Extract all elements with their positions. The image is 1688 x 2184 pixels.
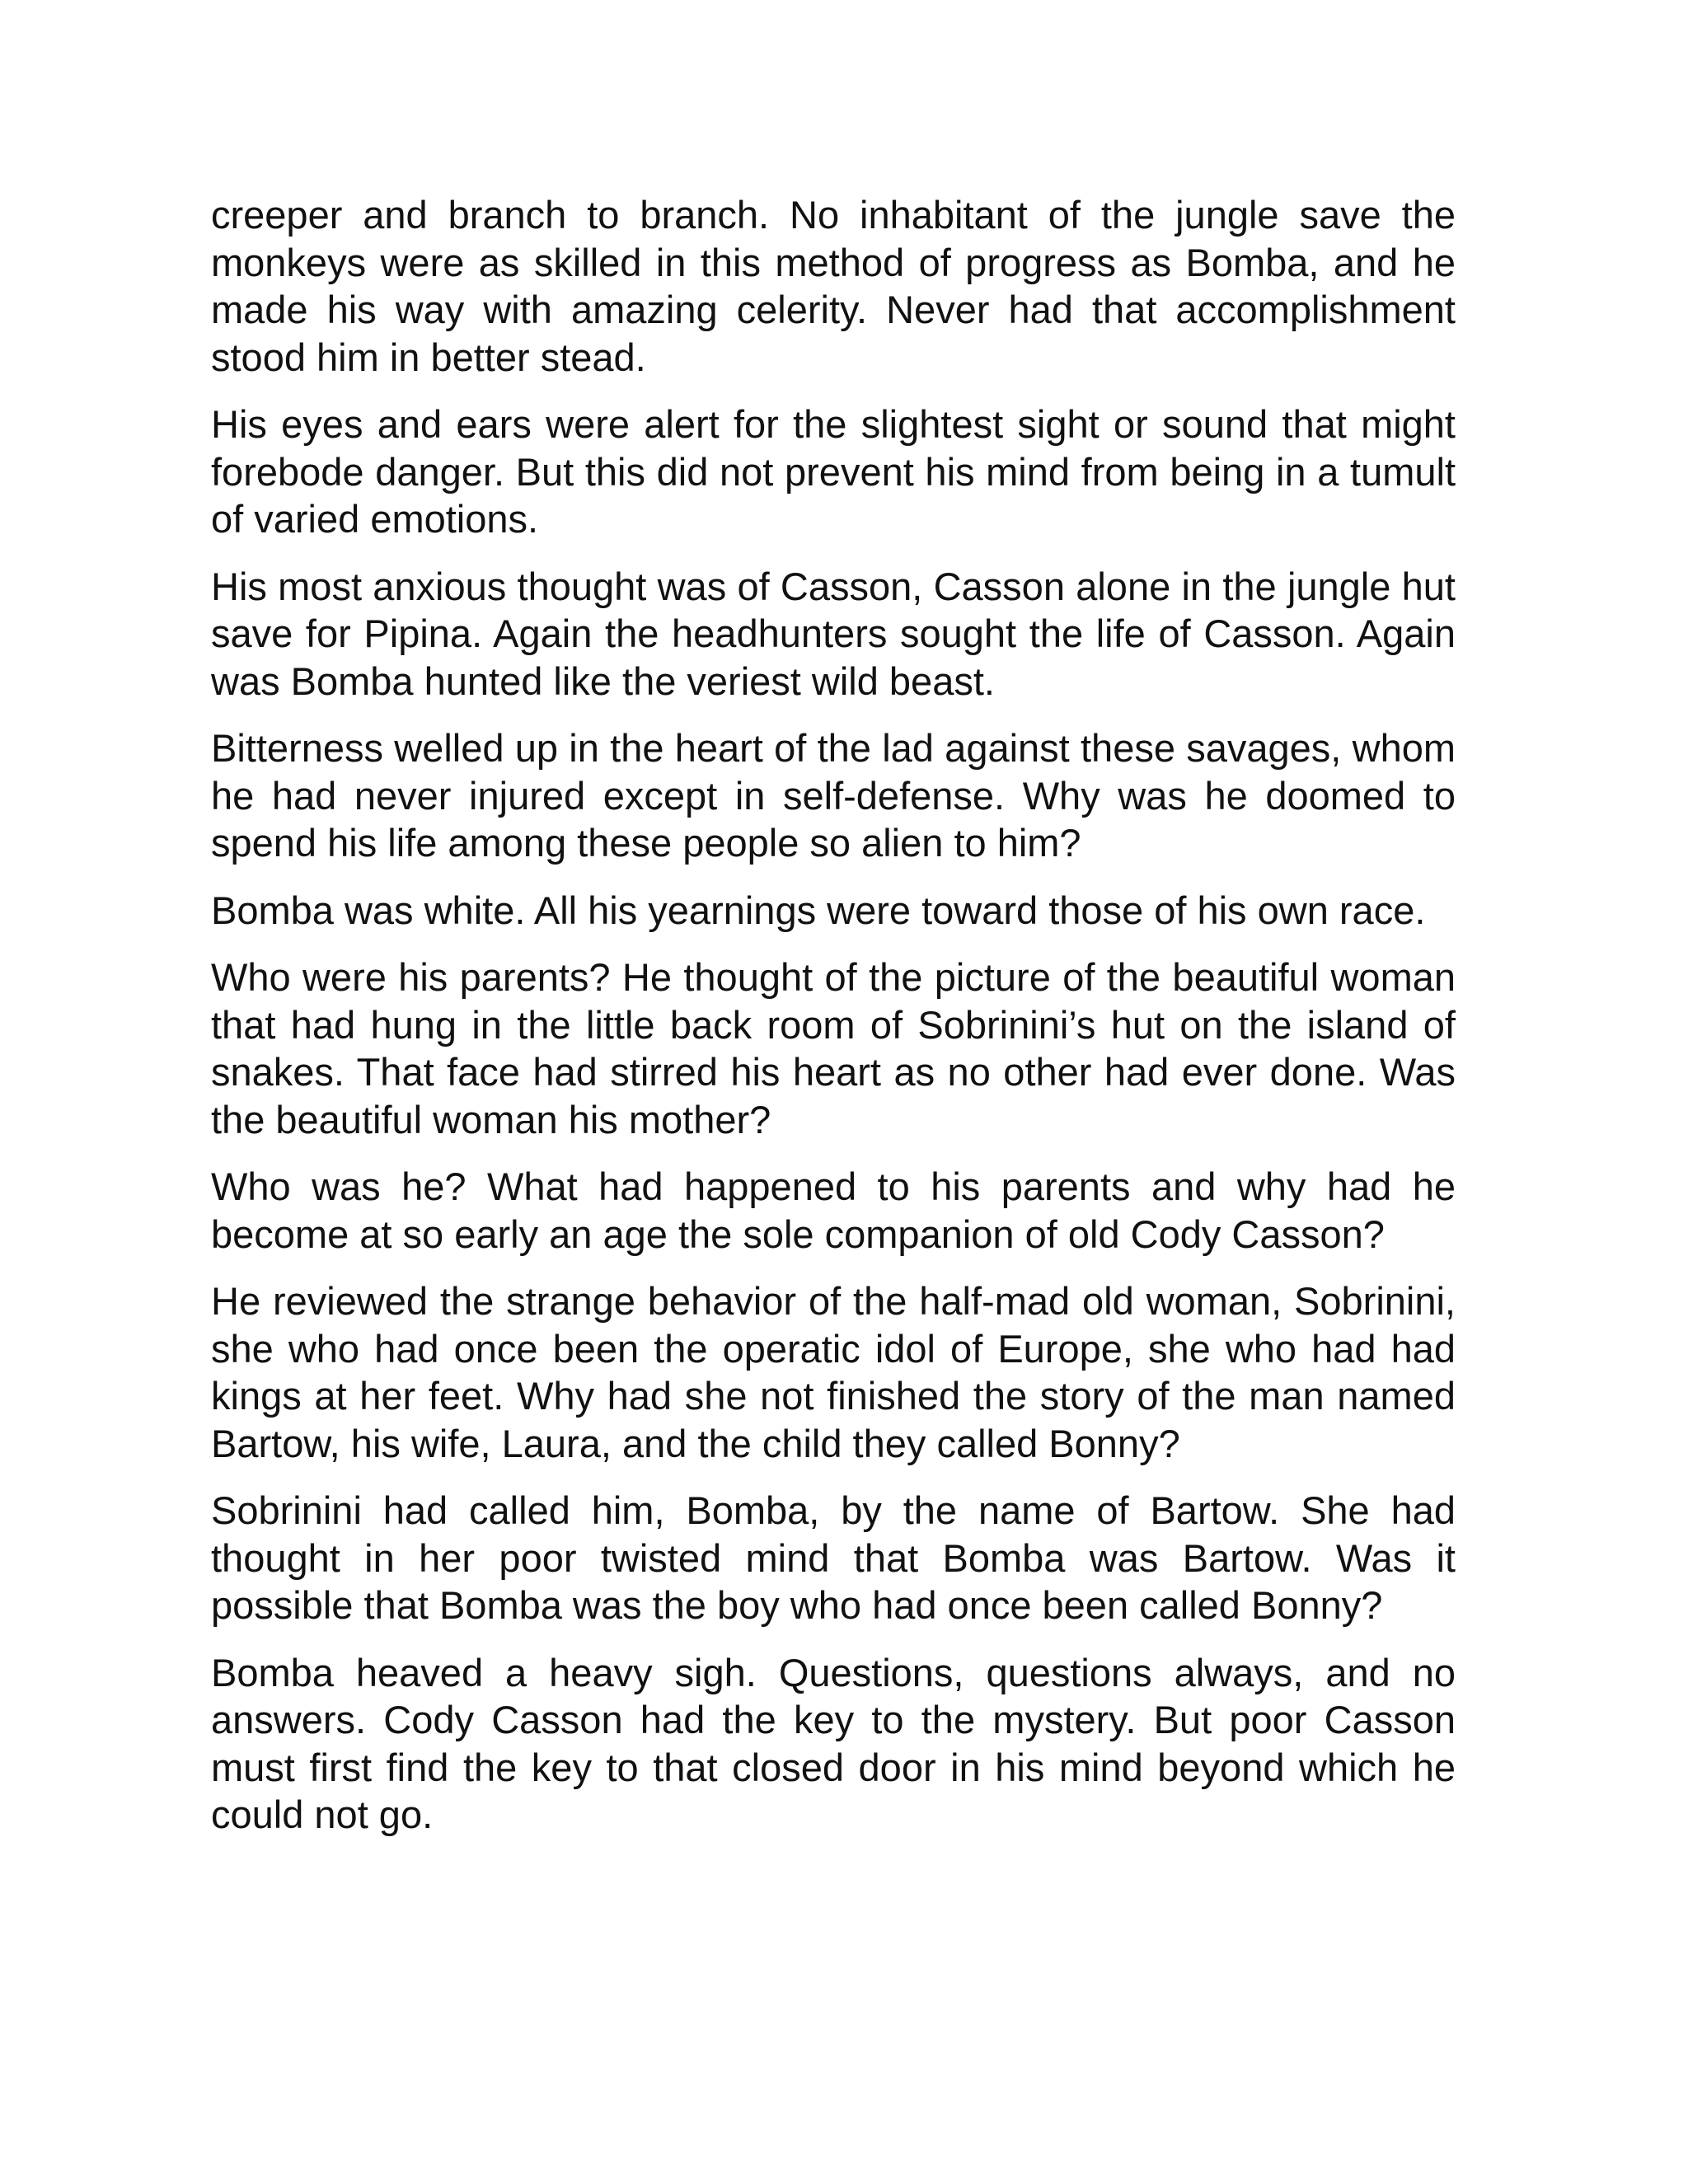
paragraph-5: Bomba was white. All his yearnings were toward those of his own race. xyxy=(211,888,1426,932)
paragraph-10: Bomba heaved a heavy sigh. Questions, questions always, and no answers. Cody Casson had the key to the mystery. But poor Casson must first find the key to that closed door in his mind beyond which he could not go. xyxy=(211,1650,1456,1836)
paragraph-9: Sobrinini had called him, Bomba, by the name of Bartow. She had thought in her poor twisted mind that Bomba was Bartow. Was it possible that Bomba was the boy who had once been called Bonny? xyxy=(211,1488,1456,1627)
paragraph-7: Who was he? What had happened to his parents and why had he become at so early an age the sole companion of old Cody Casson? xyxy=(211,1165,1456,1256)
paragraph-4: Bitterness welled up in the heart of the lad against these savages, whom he had never injured except in self-defense. Why was he doomed to spend his life among these people so alien to him? xyxy=(211,726,1456,865)
paragraph-6: Who were his parents? He thought of the picture of the beautiful woman that had hung in the little back room of Sobrinini’s hut on the island of snakes. That face had stirred his heart as no other had ever done. Was the beautiful woman his mother? xyxy=(211,955,1456,1141)
paragraph-2: His eyes and ears were alert for the slightest sight or sound that might forebode danger. But this did not prevent his mind from being in a tumult of varied emotions. xyxy=(211,402,1456,541)
paragraph-1: creeper and branch to branch. No inhabitant of the jungle save the monkeys were as skilled in this method of progress as Bomba, and he made his way with amazing celerity. Never had that accomplishment stood him in better stead. xyxy=(211,193,1456,379)
paragraph-3: His most anxious thought was of Casson, Casson alone in the jungle hut save for Pipina. Again the headhunters sought the life of Casson. Again was Bomba hunted like the veriest wild beast. xyxy=(211,564,1456,703)
page-body xyxy=(211,191,1456,1858)
paragraph-8: He reviewed the strange behavior of the half-mad old woman, Sobrinini, she who had once been the operatic idol of Europe, she who had had kings at her feet. Why had she not finished the story of the man named Bartow, his wife, Laura, and the child they called Bonny? xyxy=(211,1279,1456,1465)
